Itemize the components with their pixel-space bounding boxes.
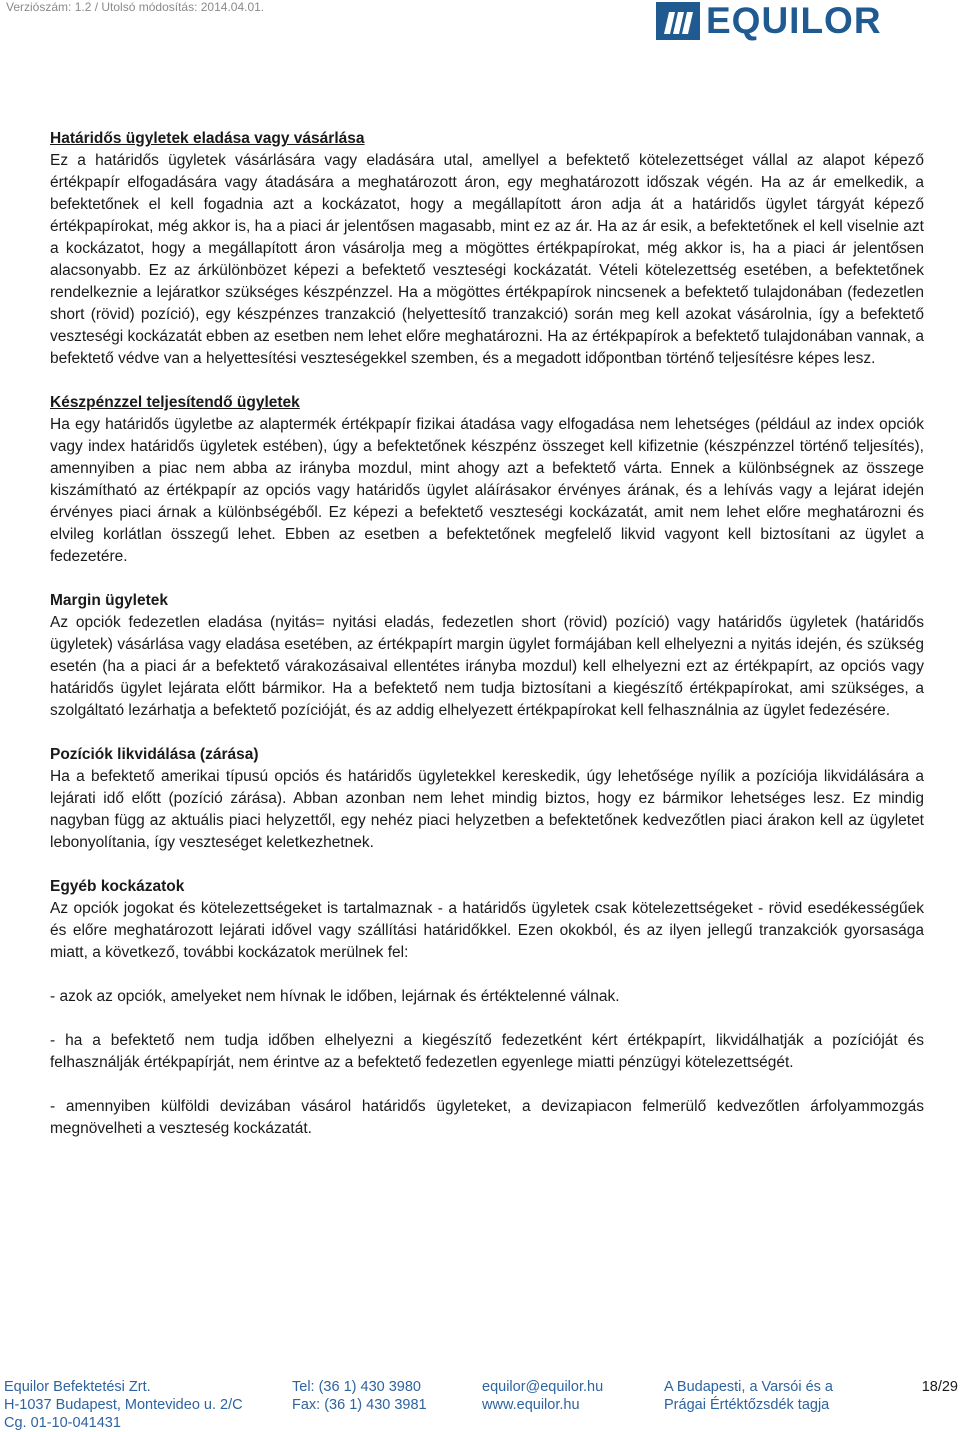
section-egyeb bbox=[50, 876, 924, 964]
section-text: Ha a befektető amerikai típusú opciós és határidős ügyletekkel kereskedik, úgy lehetősége nyílik a pozíciója likvidálására a lejárati idő előtt (pozíció zárása). Abban azonban nem lehet mindig biztos, hogy ez bármikor lehetséges lesz. Ez mindig nagyban függ az aktuális piaci helyzettől, egy nehéz piaci helyzetben a befektetőnek kedvezőtlen piaci árakon kell az ügyletet lebonyolítania, így veszteséget keletkezhetnek. bbox=[50, 768, 924, 851]
section-text: Ha egy határidős ügyletbe az alaptermék értékpapír fizikai átadása vagy elfogadása nem lehetséges (például az index opciók vagy index határidős ügyletek estében), úgy a befektetőnek készpénz összeget kell kifizetnie (készpénzzel történő teljesítés), amennyiben a piac nem abba az irányba mozdul, mint ahogy azt a befektető várta. Ennek a különbségnek az összege kiszámítható az értékpapír az opciós vagy határidős ügylet aláírásakor érvényes árának, és a lehívás vagy a lejárat idején érvényes piaci árnak a különbségéből. Ez képezi a befektető veszteségi kockázatát, amit nem lehet előre meghatározni és elvileg korlátlan összegű lehet. Ebben az esetben a befektetőnek megfelelő likvid vagyont kell biztosítani az ügylet a fedezetére. bbox=[50, 416, 924, 565]
version-info: Verziószám: 1.2 / Utolsó módosítás: 2014.04.01. bbox=[6, 0, 265, 14]
company-address: H-1037 Budapest, Montevideo u. 2/C bbox=[4, 1397, 243, 1413]
section-margin bbox=[50, 590, 924, 722]
footer-contact bbox=[482, 1378, 603, 1414]
risk-item: - azok az opciók, amelyeket nem hívnak le időben, lejárnak és értéktelenné válnak. bbox=[50, 988, 620, 1005]
section-text: Ez a határidős ügyletek vásárlására vagy eladására utal, amellyel a befektető kötelezettséget vállal az alapot képező értékpapír elfogadására vagy átadására a meghatározott áron, egy meghatározott időszak végén. Ha az ár emelkedik, a befektetőnek el kell fogadnia azt a kockázatot, hogy a megállapított áron adja át a határidős ügylet tárgyát képező értékpapírokat, még akkor is, ha a piaci ár jelentősen magasabb, mint ez az ár. Ha az ár esik, a befektetőnek el kell viselnie azt a kockázatot, hogy a megállapított áron vásárolja meg a mögöttes értékpapírokat, még akkor is, ha a piaci ár jelentősen alacsonyabb. Ez az árkülönbözet képezi a befektető veszteségi kockázatát. Vételi kötelezettség esetében, a befektetőnek rendelkeznie a lejáratkor szükséges készpénzzel. Ha a mögöttes értékpapírok nincsenek a befektető tulajdonában (fedezetlen short (rövid) pozíció), egy készpénzes tranzakció (helyettesítő tranzakció) során meg kell azokat vásárolnia, így a befektető veszteségi kockázatát ebben az esetben nem lehet előre meghatározni. Ha az értékpapírok a befektető tulajdonában vannak, a befektető védve van a helyettesítési veszteségekkel szemben, és a megadott időpontban történő teljesítésre képes lesz. bbox=[50, 152, 924, 367]
risk-item: - amennyiben külföldi devizában vásárol határidős ügyleteket, a devizapiacon felmerülő kedvezőtlen árfolyammozgás megnövelheti a veszteség kockázatát. bbox=[50, 1098, 924, 1137]
page-number: 18/29 bbox=[921, 1379, 958, 1395]
equilor-logo-icon bbox=[656, 2, 700, 40]
footer-phone bbox=[292, 1378, 427, 1414]
section-title: Készpénzzel teljesítendő ügyletek bbox=[50, 394, 300, 411]
document-body bbox=[50, 128, 924, 1162]
risk-item: - ha a befektető nem tudja időben elhelyezni a kiegészítő fedezetként kért értékpapírt, likvidálhatják a pozícióját és felhasználják értékpapírját, nem érintve az a befektető fedezetlen egyenlege miatti pénzügyi kötelezettségét. bbox=[50, 1032, 924, 1071]
section-title: Pozíciók likvidálása (zárása) bbox=[50, 746, 259, 763]
footer-membership bbox=[664, 1378, 833, 1414]
logo-text: EQUILOR bbox=[706, 0, 882, 41]
section-keszpenz bbox=[50, 392, 924, 568]
website-link[interactable]: www.equilor.hu bbox=[482, 1397, 580, 1413]
section-poziciok bbox=[50, 744, 924, 854]
section-title: Margin ügyletek bbox=[50, 592, 168, 609]
page-footer bbox=[0, 1378, 960, 1431]
company-registration: Cg. 01-10-041431 bbox=[4, 1415, 121, 1431]
section-text: Az opciók fedezetlen eladása (nyitás= nyitási eladás, fedezetlen short (rövid) pozíció) vagy határidős ügyletek (határidős ügyletek) vásárlása vagy eladása esetében, az értékpapírt margin ügylet formájában kell elhelyezni a nyitás idején, és szükség esetén (ha a piaci ár a befektető várakozásaival ellentétes irányba mozdul) kell elhelyezni ezt az értékpapírt, az opciós vagy határidős ügylet lejárata előtt bármikor. Ha a befektető nem tudja biztosítani a kiegészítő értékpapírokat, ami szükséges, a szolgáltató lezárhatja a befektető pozícióját, és az addig elhelyezett értékpapírokat kell felhasználnia az ügylet fedezésére. bbox=[50, 614, 924, 719]
equilor-logo bbox=[656, 2, 882, 40]
company-name: Equilor Befektetési Zrt. bbox=[4, 1379, 151, 1395]
section-title: Egyéb kockázatok bbox=[50, 878, 185, 895]
section-text: Az opciók jogokat és kötelezettségeket is tartalmaznak - a határidős ügyletek csak kötelezettségeket - rövid esedékességűek és előre meghatározott lejárati idővel vagy szállítási határidőkkel. Ezen okokból, és az ilyen jellegű tranzakciók gyorsasága miatt, a következő, további kockázatok merülnek fel: bbox=[50, 900, 924, 961]
membership-line-1: A Budapesti, a Varsói és a bbox=[664, 1379, 834, 1395]
section-hataridos bbox=[50, 128, 924, 370]
section-title: Határidős ügyletek eladása vagy vásárlása bbox=[50, 130, 365, 147]
email-link[interactable]: equilor@equilor.hu bbox=[482, 1379, 604, 1395]
membership-line-2: Prágai Értéktőzsdék tagja bbox=[664, 1397, 830, 1413]
footer-company bbox=[4, 1378, 243, 1432]
fax-number: Fax: (36 1) 430 3981 bbox=[292, 1397, 427, 1413]
phone-number: Tel: (36 1) 430 3980 bbox=[292, 1379, 421, 1395]
